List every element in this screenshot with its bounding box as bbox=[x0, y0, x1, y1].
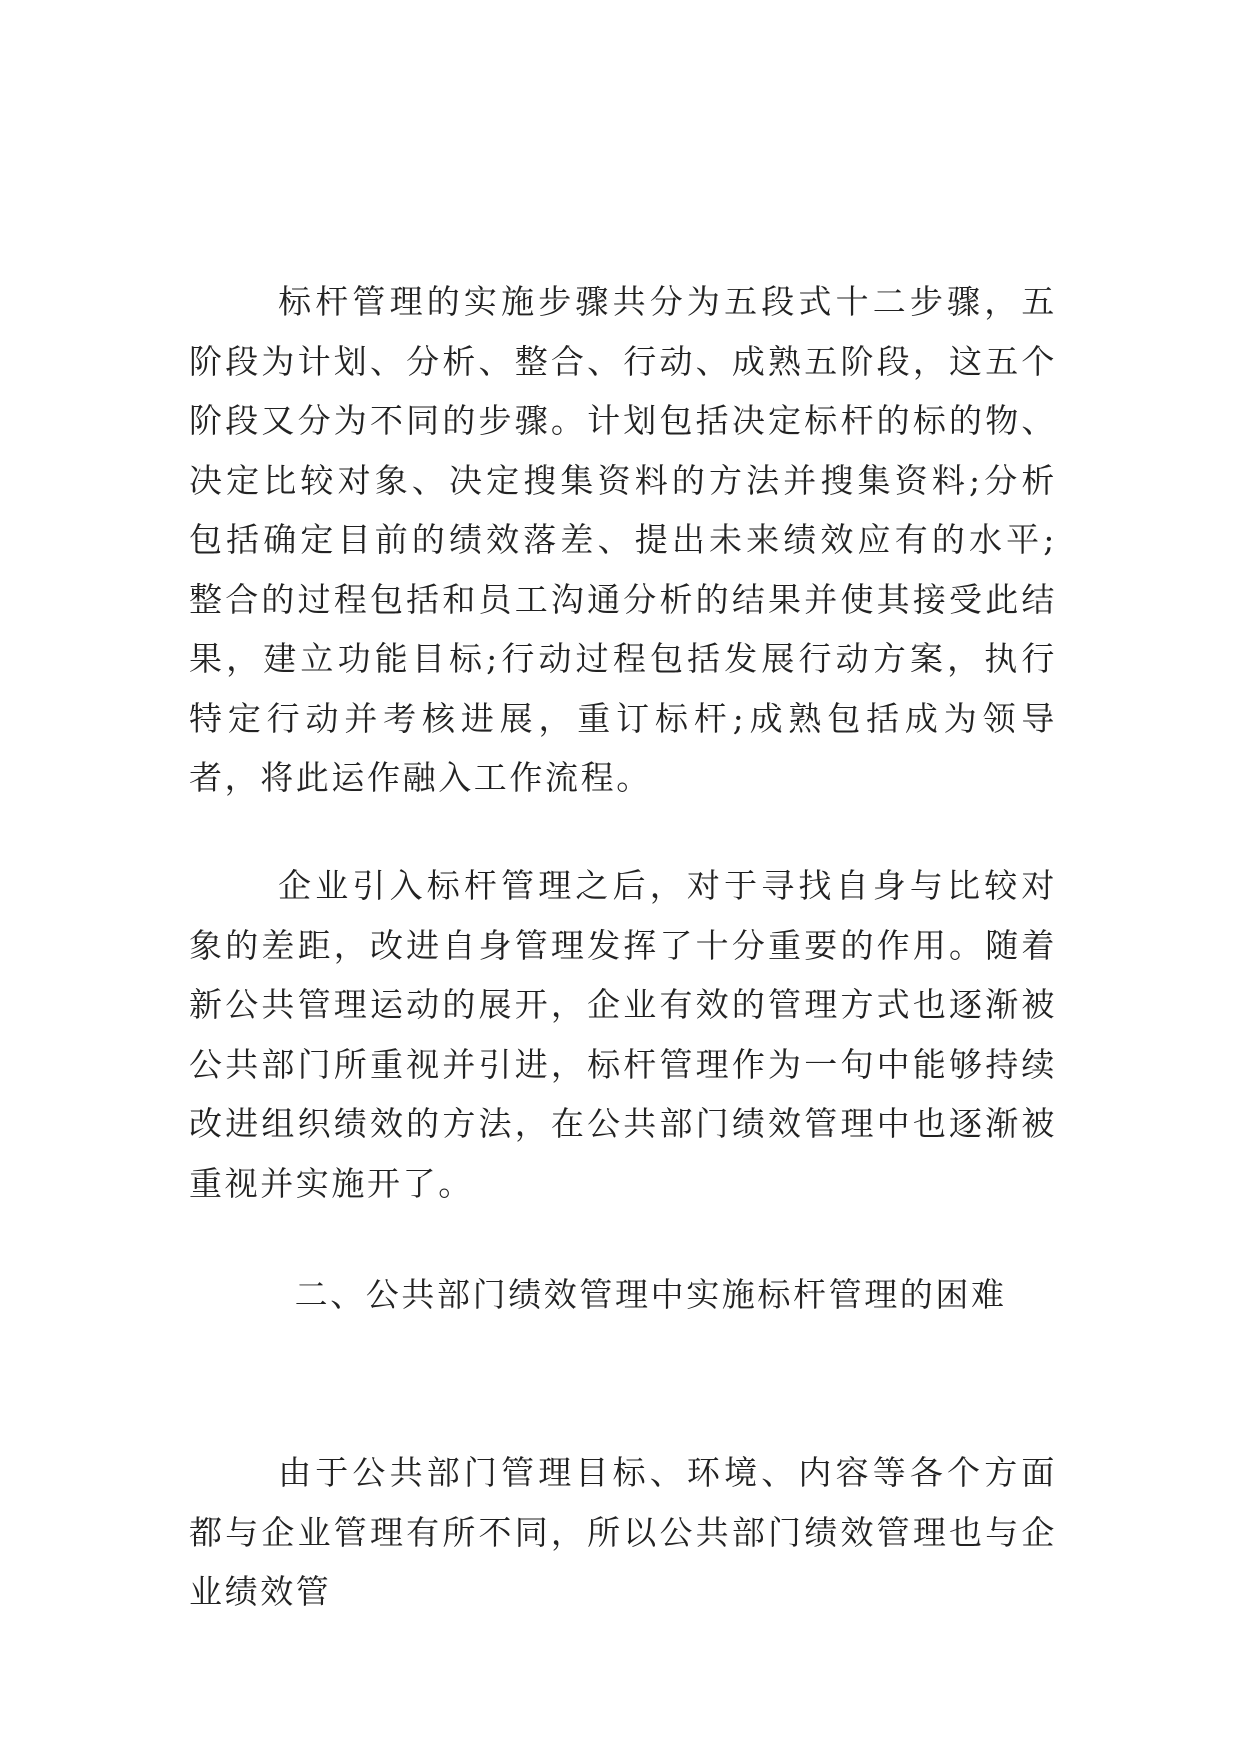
paragraph-public-sector-differences: 由于公共部门管理目标、环境、内容等各个方面都与企业管理有所不同，所以公共部门绩效管理也与企业绩效管 bbox=[189, 1453, 1057, 1611]
paragraph-implementation-steps: 标杆管理的实施步骤共分为五段式十二步骤，五阶段为计划、分析、整合、行动、成熟五阶段，这五个阶段又分为不同的步骤。计划包括决定标杆的标的物、决定比较对象、决定搜集资料的方法并搜集资料;分析包括确定目前的绩效落差、提出未来绩效应有的水平;整合的过程包括和员工沟通分析的结果并使其接受此结果，建立功能目标;行动过程包括发展行动方案，执行特定行动并考核进展，重订标杆;成熟包括成为领导者，将此运作融入工作流程。 bbox=[189, 282, 1057, 797]
paragraph-enterprise-benchmarking: 企业引入标杆管理之后，对于寻找自身与比较对象的差距，改进自身管理发挥了十分重要的作用。随着新公共管理运动的展开，企业有效的管理方式也逐渐被公共部门所重视并引进，标杆管理作为一句中能够持续改进组织绩效的方法，在公共部门绩效管理中也逐渐被重视并实施开了。 bbox=[189, 866, 1057, 1203]
section-heading: 二、公共部门绩效管理中实施标杆管理的困难 bbox=[294, 1275, 1007, 1314]
